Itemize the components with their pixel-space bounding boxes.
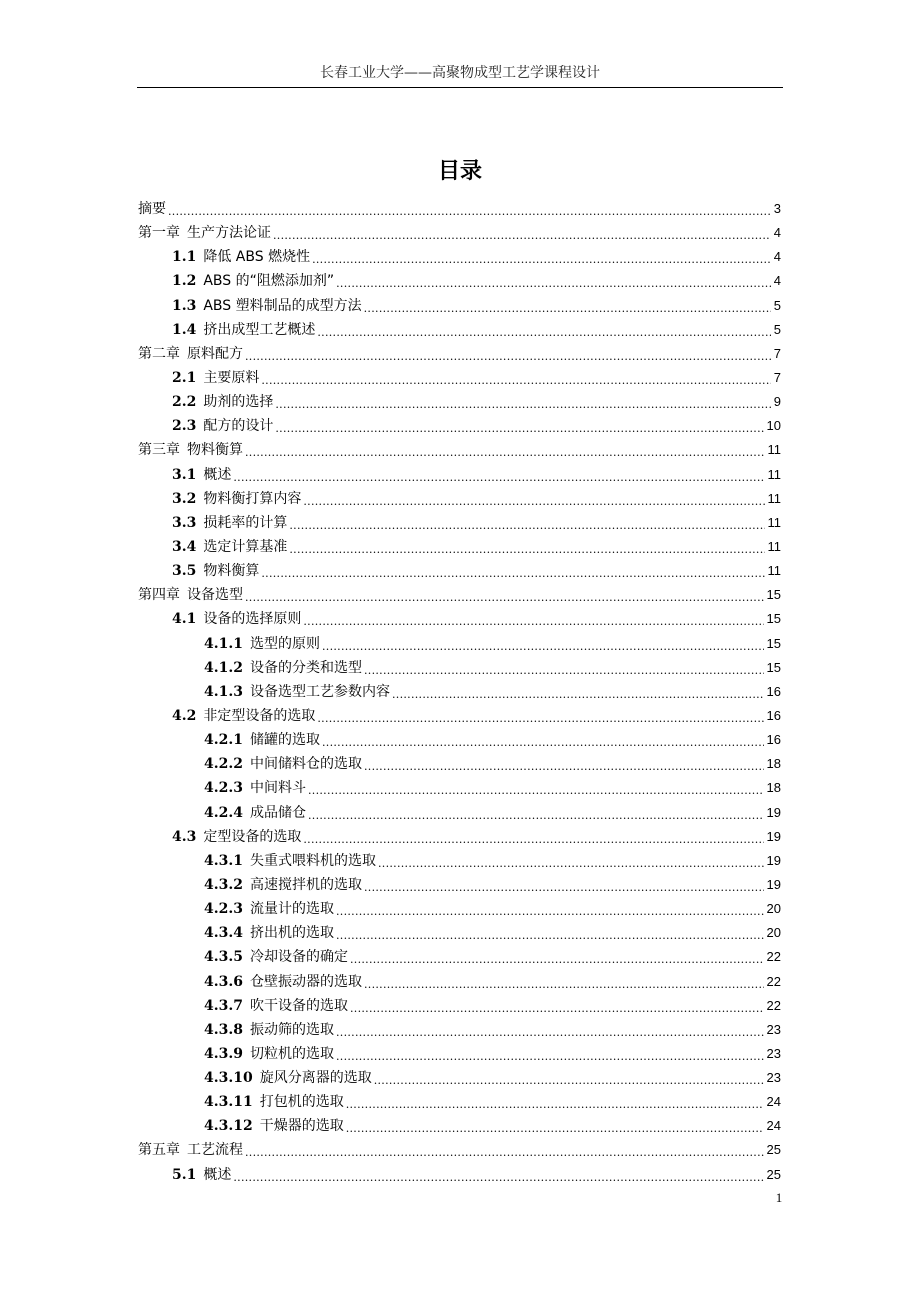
toc-entry-title: 旋风分离器的选取 [259, 1070, 372, 1087]
toc-entry-page: 24 [766, 1094, 781, 1110]
toc-entry[interactable] [138, 583, 781, 607]
toc-dot-leader [245, 440, 765, 464]
toc-dot-leader [275, 416, 763, 440]
toc-entry-number: 4.3.9 [204, 1045, 243, 1062]
toc-entry[interactable] [138, 1090, 781, 1114]
toc-entry[interactable] [138, 511, 781, 535]
toc-entry-page: 11 [767, 538, 781, 554]
toc-entry-page: 7 [773, 369, 781, 385]
toc-dot-leader [303, 489, 764, 513]
toc-dot-leader [289, 537, 764, 561]
toc-entry-title: 储罐的选取 [249, 732, 320, 749]
toc-entry-number: 1.3 [172, 297, 197, 314]
toc-entry-title: 概述 [203, 466, 232, 483]
toc-dot-leader [317, 320, 770, 344]
toc-entry-number: 3.1 [172, 466, 197, 483]
toc-entry[interactable] [138, 849, 781, 873]
toc-entry-title: 冷却设备的确定 [249, 949, 348, 966]
toc-entry-title: 吹干设备的选取 [249, 997, 348, 1014]
toc-entry-page: 4 [773, 249, 781, 265]
toc-dot-leader [336, 271, 771, 295]
toc-dot-leader [308, 803, 764, 827]
toc-entry-title: 切粒机的选取 [249, 1045, 334, 1062]
toc-entry-page: 24 [766, 1118, 781, 1134]
toc-entry[interactable] [138, 221, 781, 245]
toc-entry-number: 1.4 [172, 321, 197, 338]
toc-entry-title: 中间料斗 [249, 780, 306, 797]
toc-entry-title: 原料配方 [187, 345, 243, 362]
toc-dot-leader [346, 1116, 764, 1140]
toc-entry-title: 打包机的选取 [259, 1094, 344, 1111]
toc-entry-number: 4.2.1 [204, 732, 243, 749]
toc-entry-title: 挤出机的选取 [249, 925, 334, 942]
toc-entry[interactable] [138, 1066, 781, 1090]
toc-entry-title: 成品储仓 [249, 804, 306, 821]
toc-entry[interactable] [138, 318, 781, 342]
toc-dot-leader [308, 778, 764, 802]
toc-entry-title: 摘要 [138, 201, 166, 217]
toc-entry-number: 1.1 [172, 249, 197, 266]
toc-dot-leader [273, 223, 771, 247]
toc-entry-page: 15 [766, 635, 781, 651]
toc-entry-title: 物料衡算 [203, 563, 260, 580]
toc-dot-leader [245, 1140, 764, 1164]
toc-entry-title: 降低 ABS 燃烧性 [203, 249, 311, 266]
toc-entry-title: 仓壁振动器的选取 [249, 973, 362, 990]
toc-entry-title: 选定计算基准 [203, 538, 288, 555]
toc-entry-number: 4.1 [172, 611, 197, 628]
toc-entry-page: 11 [767, 442, 781, 458]
toc-entry[interactable] [138, 438, 781, 462]
toc-entry-number: 5.1 [172, 1166, 197, 1183]
toc-entry[interactable] [138, 776, 781, 800]
toc-dot-leader [364, 296, 771, 320]
toc-entry-title: 振动筛的选取 [249, 1021, 334, 1038]
toc-dot-leader [275, 392, 770, 416]
toc-entry-page: 19 [766, 876, 781, 892]
toc-entry[interactable] [138, 197, 781, 221]
toc-entry-number: 2.3 [172, 418, 197, 435]
toc-dot-leader [245, 585, 764, 609]
toc-dot-leader [378, 851, 764, 875]
page-header [137, 0, 783, 88]
toc-list [138, 197, 781, 1187]
header-text: 长春工业大学——高聚物成型工艺学课程设计 [320, 65, 600, 81]
toc-entry-page: 22 [766, 997, 781, 1013]
toc-entry[interactable] [138, 897, 781, 921]
toc-dot-leader [312, 247, 771, 271]
toc-dot-leader [261, 368, 770, 392]
toc-entry-number: 4.3.8 [204, 1021, 243, 1038]
toc-entry-page: 20 [766, 901, 781, 917]
toc-entry-page: 19 [766, 828, 781, 844]
toc-entry-number: 第三章 [138, 442, 180, 459]
toc-entry-title: 中间储料仓的选取 [249, 756, 362, 773]
toc-entry-title: 设备选型 [187, 587, 243, 604]
toc-dot-leader [364, 875, 764, 899]
toc-entry-page: 11 [767, 490, 781, 506]
toc-entry[interactable] [138, 294, 781, 318]
toc-entry[interactable] [138, 728, 781, 752]
toc-entry-title: 物料衡算 [187, 442, 243, 459]
toc-entry-page: 23 [766, 1045, 781, 1061]
toc-entry-page: 10 [766, 418, 781, 434]
toc-entry-number: 4.3.6 [204, 973, 243, 990]
toc-entry-number: 4.1.3 [204, 683, 243, 700]
toc-entry[interactable] [138, 680, 781, 704]
toc-entry-number: 4.3.5 [204, 949, 243, 966]
toc-entry-page: 15 [766, 587, 781, 603]
toc-dot-leader [364, 754, 764, 778]
toc-entry-title: 生产方法论证 [187, 225, 271, 242]
toc-dot-leader [336, 899, 764, 923]
toc-dot-leader [233, 465, 764, 489]
toc-entry-title: 选型的原则 [249, 635, 320, 652]
toc-entry-page: 19 [766, 852, 781, 868]
toc-entry[interactable] [138, 559, 781, 583]
toc-dot-leader [245, 344, 771, 368]
toc-entry[interactable] [138, 801, 781, 825]
toc-entry[interactable] [138, 535, 781, 559]
toc-entry[interactable] [138, 342, 781, 366]
toc-entry[interactable] [138, 704, 781, 728]
toc-entry-number: 4.1.1 [204, 635, 243, 652]
toc-entry[interactable] [138, 1114, 781, 1138]
toc-entry-number: 第五章 [138, 1142, 180, 1159]
toc-entry-title: 设备的选择原则 [203, 611, 302, 628]
toc-entry-number: 3.3 [172, 514, 197, 531]
toc-entry-title: 非定型设备的选取 [203, 707, 316, 724]
toc-entry[interactable] [138, 366, 781, 390]
toc-entry-title: ABS 的“阻燃添加剂” [203, 273, 335, 290]
toc-entry[interactable] [138, 752, 781, 776]
toc-entry-number: 4.3.7 [204, 997, 243, 1014]
toc-entry[interactable] [138, 994, 781, 1018]
toc-entry-number: 4.2.3 [204, 780, 243, 797]
toc-entry-number: 4.2.2 [204, 756, 243, 773]
toc-entry-page: 3 [773, 201, 781, 216]
toc-entry-title: 主要原料 [203, 369, 260, 386]
toc-entry[interactable] [138, 945, 781, 969]
toc-dot-leader [364, 972, 764, 996]
toc-entry-title: 助剂的选择 [203, 394, 274, 411]
toc-entry-number: 3.2 [172, 490, 197, 507]
toc-entry-number: 4.3.2 [204, 876, 243, 893]
toc-entry[interactable] [138, 487, 781, 511]
toc-entry[interactable] [138, 970, 781, 994]
toc-entry[interactable] [138, 873, 781, 897]
toc-entry-page: 4 [773, 273, 781, 289]
toc-dot-leader [364, 658, 764, 682]
toc-entry-number: 4.2 [172, 707, 197, 724]
toc-entry-page: 9 [773, 394, 781, 410]
toc-entry-page: 16 [766, 683, 781, 699]
toc-entry-number: 4.3.12 [204, 1118, 253, 1135]
toc-entry[interactable] [138, 632, 781, 656]
toc-entry-page: 11 [767, 514, 781, 530]
toc-entry[interactable] [138, 1163, 781, 1187]
toc-dot-leader [233, 1165, 763, 1189]
toc-entry-title: 设备选型工艺参数内容 [249, 683, 390, 700]
toc-entry-number: 1.2 [172, 273, 197, 290]
toc-entry-number: 2.2 [172, 394, 197, 411]
toc-entry-page: 19 [766, 804, 781, 820]
toc-dot-leader [336, 923, 764, 947]
toc-entry-page: 15 [766, 611, 781, 627]
toc-entry-number: 3.5 [172, 563, 197, 580]
toc-entry-number: 4.3.10 [204, 1070, 253, 1087]
toc-entry[interactable] [138, 269, 781, 293]
toc-entry-page: 20 [766, 925, 781, 941]
toc-entry-title: 设备的分类和选型 [249, 659, 362, 676]
toc-dot-leader [322, 730, 764, 754]
toc-entry-title: 定型设备的选取 [203, 828, 302, 845]
toc-entry-number: 第四章 [138, 587, 180, 604]
toc-entry-number: 第一章 [138, 225, 180, 242]
toc-entry-title: 干燥器的选取 [259, 1118, 344, 1135]
toc-entry-page: 16 [766, 707, 781, 723]
toc-entry-page: 15 [766, 659, 781, 675]
toc-entry-page: 22 [766, 973, 781, 989]
toc-entry-page: 18 [766, 780, 781, 796]
toc-dot-leader [350, 996, 764, 1020]
toc-dot-leader [350, 947, 764, 971]
toc-entry-title: 流量计的选取 [249, 901, 334, 918]
toc-entry-number: 4.3.11 [204, 1094, 253, 1111]
toc-entry-number: 4.1.2 [204, 659, 243, 676]
toc-entry-title: 挤出成型工艺概述 [203, 321, 316, 338]
toc-entry-number: 第二章 [138, 345, 180, 362]
toc-entry-title: 工艺流程 [187, 1142, 243, 1159]
toc-entry-title: 损耗率的计算 [203, 514, 288, 531]
toc-dot-leader [346, 1092, 764, 1116]
toc-entry-title: ABS 塑料制品的成型方法 [203, 297, 362, 314]
toc-entry-page: 25 [766, 1142, 781, 1158]
toc-entry-number: 4.2.4 [204, 804, 243, 821]
toc-entry[interactable] [138, 1042, 781, 1066]
toc-entry-page: 4 [773, 225, 781, 241]
toc-entry[interactable] [138, 607, 781, 631]
toc-entry[interactable] [138, 414, 781, 438]
toc-dot-leader [322, 634, 764, 658]
toc-dot-leader [317, 706, 763, 730]
toc-entry-page: 5 [773, 297, 781, 313]
toc-dot-leader [289, 513, 764, 537]
toc-entry-title: 高速搅拌机的选取 [249, 876, 362, 893]
toc-entry-page: 23 [766, 1021, 781, 1037]
toc-dot-leader [303, 827, 763, 851]
toc-entry[interactable] [138, 921, 781, 945]
toc-entry-page: 11 [767, 466, 781, 482]
toc-entry-number: 3.4 [172, 538, 197, 555]
toc-dot-leader [168, 199, 771, 223]
toc-title: 目录 [437, 159, 482, 184]
toc-entry[interactable] [138, 1018, 781, 1042]
toc-entry[interactable] [138, 825, 781, 849]
toc-entry-title: 失重式喂料机的选取 [249, 852, 376, 869]
toc-entry-number: 2.1 [172, 369, 197, 386]
toc-dot-leader [392, 682, 764, 706]
toc-entry[interactable] [138, 463, 781, 487]
toc-entry-page: 16 [766, 732, 781, 748]
toc-entry-page: 5 [773, 321, 781, 337]
toc-dot-leader [336, 1020, 764, 1044]
toc-entry-page: 7 [773, 345, 781, 361]
toc-dot-leader [336, 1044, 764, 1068]
toc-entry[interactable] [138, 1138, 781, 1162]
toc-entry-title: 概述 [203, 1166, 232, 1183]
toc-entry-page: 25 [766, 1166, 781, 1182]
page-number: 1 [775, 1190, 783, 1205]
toc-dot-leader [374, 1068, 764, 1092]
toc-entry-number: 4.2.3 [204, 901, 243, 918]
toc-dot-leader [303, 609, 763, 633]
toc-entry-page: 11 [767, 563, 781, 579]
toc-entry[interactable] [138, 390, 781, 414]
toc-entry-number: 4.3 [172, 828, 197, 845]
toc-entry-number: 4.3.4 [204, 925, 243, 942]
toc-entry-page: 23 [766, 1070, 781, 1086]
toc-entry-page: 18 [766, 756, 781, 772]
toc-entry[interactable] [138, 245, 781, 269]
toc-entry-page: 22 [766, 949, 781, 965]
toc-entry-title: 物料衡打算内容 [203, 490, 302, 507]
toc-dot-leader [261, 561, 764, 585]
toc-entry-number: 4.3.1 [204, 852, 243, 869]
toc-entry-title: 配方的设计 [203, 418, 274, 435]
toc-entry[interactable] [138, 656, 781, 680]
